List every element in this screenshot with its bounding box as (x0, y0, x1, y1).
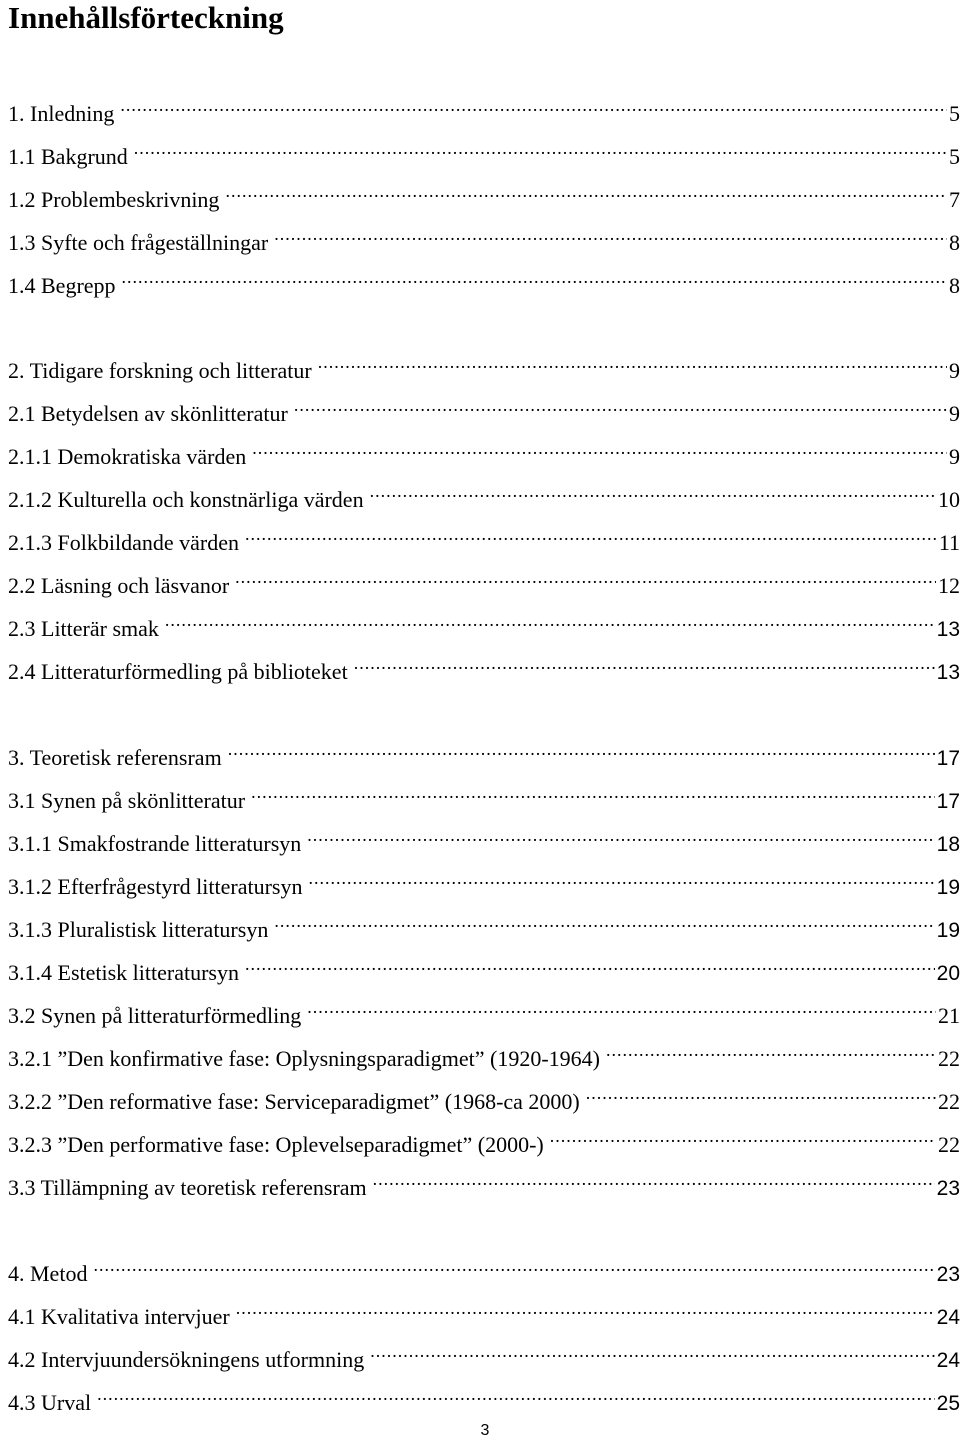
toc-entry-label: 3. Teoretisk referensram (8, 745, 222, 770)
page-number: 3 (480, 1422, 490, 1439)
toc-entry-page: 9 (949, 444, 960, 469)
toc-entry[interactable] (8, 1120, 960, 1157)
toc-entry[interactable] (8, 1378, 960, 1415)
toc-entry[interactable] (8, 389, 960, 426)
toc-entry-page: 19 (936, 876, 960, 899)
leader-dots (134, 132, 947, 164)
toc-entry-page: 22 (938, 1089, 960, 1114)
toc-entry[interactable] (8, 1335, 960, 1372)
toc-entry[interactable] (8, 175, 960, 212)
toc-entry-page: 22 (938, 1132, 960, 1157)
leader-dots (318, 346, 947, 378)
toc-entry[interactable] (8, 1034, 960, 1071)
toc-entry-label: 3.3 Tillämpning av teoretisk referensram (8, 1175, 367, 1200)
leader-dots (97, 1378, 935, 1410)
toc-entry-label: 3.1 Synen på skönlitteratur (8, 788, 246, 813)
leader-dots (252, 432, 947, 464)
toc-entry[interactable] (8, 1292, 960, 1329)
toc-entry-label: 2. Tidigare forskning och litteratur (8, 358, 312, 383)
toc-entry-label: 4.2 Intervjuundersökningens utformning (8, 1347, 365, 1372)
toc-entry-label: 2.4 Litteraturförmedling på biblioteket (8, 659, 348, 684)
toc-entry[interactable] (8, 261, 960, 298)
toc-entry[interactable] (8, 862, 960, 899)
toc-entry-page: 20 (936, 962, 960, 985)
leader-dots (294, 389, 947, 421)
toc-entry-page: 10 (938, 487, 960, 512)
toc-entry-label: 1. Inledning (8, 101, 115, 126)
leader-dots (245, 518, 937, 550)
toc-entry-label: 2.1 Betydelsen av skönlitteratur (8, 401, 288, 426)
toc-entry-label: 3.1.1 Smakfostrande litteratursyn (8, 831, 302, 856)
toc-entry-page: 9 (949, 358, 960, 383)
toc-entry-page: 7 (949, 187, 960, 212)
toc-entry-label: 3.2.3 ”Den performative fase: Oplevelseparadigmet” (2000-) (8, 1132, 544, 1157)
leader-dots (550, 1120, 936, 1152)
toc-entry-label: 1.1 Bakgrund (8, 144, 128, 169)
toc-entry-page: 21 (938, 1003, 960, 1028)
toc-entry[interactable] (8, 776, 960, 813)
toc-entry-label: 3.1.4 Estetisk litteratursyn (8, 960, 239, 985)
toc-entry[interactable] (8, 647, 960, 684)
toc-entry[interactable] (8, 346, 960, 383)
leader-dots (308, 862, 934, 894)
toc-entry-label: 4.1 Kvalitativa intervjuer (8, 1304, 230, 1329)
toc-entry[interactable] (8, 518, 960, 555)
toc-entry-label: 1.3 Syfte och frågeställningar (8, 230, 269, 255)
leader-dots (251, 776, 935, 808)
toc-entry-label: 3.2.1 ”Den konfirmative fase: Oplysningsparadigmet” (1920-1964) (8, 1046, 601, 1071)
leader-dots (236, 1292, 935, 1324)
toc-entry-label: 3.1.3 Pluralistisk litteratursyn (8, 917, 269, 942)
toc-entry[interactable] (8, 1249, 960, 1286)
leader-dots (370, 475, 936, 507)
leader-dots (586, 1077, 936, 1109)
toc-entry[interactable] (8, 432, 960, 469)
leader-dots (225, 175, 947, 207)
leader-dots (274, 218, 947, 250)
toc-entry[interactable] (8, 1163, 960, 1200)
toc-entry-page: 23 (936, 1263, 960, 1286)
toc-entry-page: 24 (936, 1306, 960, 1329)
toc-entry-page: 13 (936, 661, 960, 684)
toc-entry-label: 4.3 Urval (8, 1390, 92, 1415)
toc-entry-page: 5 (949, 144, 960, 169)
toc-entry[interactable] (8, 819, 960, 856)
toc-entry-label: 1.4 Begrepp (8, 273, 116, 298)
toc-entry-page: 17 (936, 747, 960, 770)
leader-dots (245, 948, 935, 980)
toc-entry-label: 4. Metod (8, 1261, 88, 1286)
leader-dots (370, 1335, 934, 1367)
toc-entry-page: 5 (949, 101, 960, 126)
toc-entry-page: 25 (936, 1392, 960, 1415)
toc-entry-page: 18 (936, 833, 960, 856)
toc-entry-page: 8 (949, 273, 960, 298)
toc-entry-label: 3.2 Synen på litteraturförmedling (8, 1003, 302, 1028)
toc-entry[interactable] (8, 733, 960, 770)
toc-entry-label: 3.2.2 ”Den reformative fase: Serviceparadigmet” (1968-ca 2000) (8, 1089, 580, 1114)
toc-entry[interactable] (8, 905, 960, 942)
toc-entry-page: 11 (938, 530, 960, 555)
toc-entry-page: 23 (936, 1177, 960, 1200)
toc-entry-page: 24 (936, 1349, 960, 1372)
leader-dots (228, 733, 935, 765)
toc-entry-page: 19 (936, 919, 960, 942)
leader-dots (307, 819, 934, 851)
leader-dots (235, 561, 936, 593)
leader-dots (373, 1163, 935, 1195)
toc-entry-page: 13 (936, 618, 960, 641)
toc-entry[interactable] (8, 218, 960, 255)
leader-dots (307, 991, 936, 1023)
toc-entry-page: 9 (949, 401, 960, 426)
toc-entry-page: 12 (938, 573, 960, 598)
toc-entry[interactable] (8, 604, 960, 641)
leader-dots (165, 604, 935, 636)
page-title: Innehållsförteckning (8, 0, 284, 35)
leader-dots (606, 1034, 936, 1066)
toc-entry-page: 8 (949, 230, 960, 255)
toc-entry-label: 2.2 Läsning och läsvanor (8, 573, 230, 598)
toc-entry-label: 2.1.2 Kulturella och konstnärliga värden (8, 487, 364, 512)
toc-entry[interactable] (8, 89, 960, 126)
toc-entry[interactable] (8, 561, 960, 598)
toc-entry-label: 2.3 Litterär smak (8, 616, 159, 641)
toc-entry-label: 1.2 Problembeskrivning (8, 187, 220, 212)
leader-dots (274, 905, 934, 937)
leader-dots (122, 261, 947, 293)
leader-dots (120, 89, 947, 121)
leader-dots (354, 647, 935, 679)
toc-entry-page: 22 (938, 1046, 960, 1071)
toc-entry[interactable] (8, 991, 960, 1028)
leader-dots (93, 1249, 934, 1281)
toc-entry-label: 2.1.3 Folkbildande värden (8, 530, 239, 555)
toc-entry[interactable] (8, 948, 960, 985)
toc-entry[interactable] (8, 475, 960, 512)
toc-entry-label: 2.1.1 Demokratiska värden (8, 444, 247, 469)
toc-entry-page: 17 (936, 790, 960, 813)
toc-entry-label: 3.1.2 Efterfrågestyrd litteratursyn (8, 874, 303, 899)
toc-entry[interactable] (8, 1077, 960, 1114)
toc-entry[interactable] (8, 132, 960, 169)
